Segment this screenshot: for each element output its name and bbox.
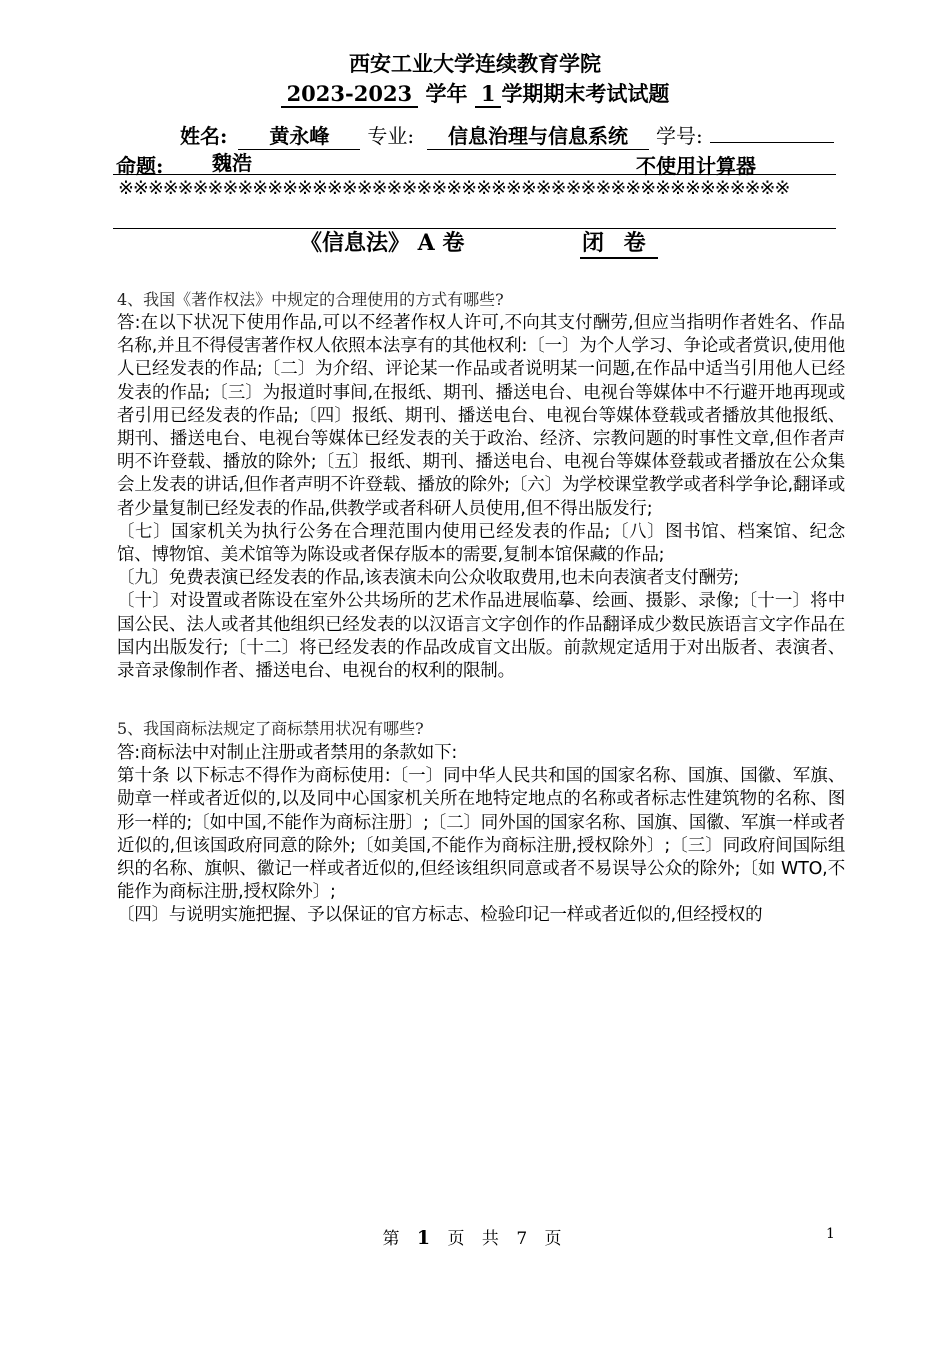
answer-paragraph: 第十条 以下标志不得作为商标使用:〔一〕同中华人民共和国的国家名称、国旗、国徽、军旗、勋章一样或者近似的,以及同中心国家机关所在地特定地点的名称或者标志性建筑物的名称、图形一样的;〔如中国,不能作为商标注册〕;〔二〕同外国的国家名称、国旗、国徽、军旗一样或者近似的,但该国政府同意的除外;〔如美国,不能作为商标注册,授权除外〕;〔三〕同政府间国际组织的名称、旗帜、徽记一样或者近似的,但经该组织同意或者不易误导公众的除外;〔如 WTO,不能作为商标注册,授权除外〕; — [117, 766, 845, 903]
calculator-note: 不使用计算器 — [636, 154, 756, 178]
footer-total: 7 — [516, 1229, 534, 1249]
answer-paragraph: 〔四〕与说明实施把握、予以保证的官方标志、检验印记一样或者近似的,但经授权的 — [117, 905, 763, 926]
answer-paragraph: 〔七〕国家机关为执行公务在合理范围内使用已经发表的作品;〔八〕图书馆、档案馆、纪念馆、博物馆、美术馆等为陈设或者保存版本的需要,复制本馆保藏的作品; — [117, 521, 845, 566]
semester-suffix: 学期期末考试试题 — [501, 81, 670, 106]
exam-type: 闭 卷 — [580, 226, 658, 259]
answer-4 — [117, 312, 845, 683]
question-4: 4、我国《著作权法》中规定的合理使用的方式有哪些? — [117, 290, 504, 309]
answer-paragraph: 〔十〕对设置或者陈设在室外公共场所的艺术作品进展临摹、绘画、摄影、录像;〔十一〕将中国公民、法人或者其他组织已经发表的以汉语言文字创作的作品翻译成少数民族语言文字作品在国内出版发行;〔十二〕将已经发表的作品改成盲文出版。前款规定适用于对出版者、表演者、录音录像制作者、播送电台、电视台的权利的限制。 — [117, 591, 845, 682]
footer-page: 1 — [416, 1227, 437, 1249]
academic-year: 2023-2023 — [281, 81, 419, 108]
question-5: 5、我国商标法规定了商标禁用状况有哪些? — [117, 719, 424, 738]
bottom-divider — [113, 228, 836, 229]
school-title: 西安工业大学连续教育学院 — [349, 51, 601, 76]
setter-label: 命题: — [116, 154, 164, 178]
student-id — [710, 142, 834, 143]
student-major: 信息治理与信息系统 — [427, 120, 649, 150]
answer-paragraph: 答:商标法中对制止注册或者禁用的条款如下: — [117, 743, 458, 763]
page-number: 1 — [826, 1226, 835, 1242]
name-label: 姓名: — [180, 124, 228, 148]
separator-stars: ※※※※※※※※※※※※※※※※※※※※※※※※※※※※※※※※※※※※※※※※※※※※※ — [118, 177, 790, 199]
page-footer — [0, 1224, 950, 1249]
term-title — [0, 78, 950, 108]
semester-number: 1 — [475, 81, 502, 108]
footer-prefix: 第 — [382, 1229, 406, 1249]
year-suffix: 学年 — [425, 81, 468, 106]
exam-subject: 《信息法》 A 卷 — [300, 230, 465, 256]
footer-suffix: 页 — [544, 1229, 568, 1249]
id-label: 学号: — [656, 124, 703, 148]
setter-name: 魏浩 — [212, 151, 252, 175]
footer-middle: 页 共 — [447, 1229, 505, 1249]
answer-paragraph: 答:在以下状况下使用作品,可以不经著作权人许可,不向其支付酬劳,但应当指明作者姓名、作品名称,并且不得侵害著作权人依照本法享有的其他权利:〔一〕为个人学习、争论或者赏识,使用他人已经发表的作品;〔二〕为介绍、评论某一作品或者说明某一问题,在作品中适当引用他人已经发表的作品;〔三〕为报道时事间,在报纸、期刊、播送电台、电视台等媒体中不行避开地再现或者引用已经发表的作品;〔四〕报纸、期刊、播送电台、电视台等媒体登载或者播放其他报纸、期刊、播送电台、电视台等媒体已经发表的关于政治、经济、宗教问题的时事性文章,但作者声明不许登载、播放的除外;〔五〕报纸、期刊、播送电台、电视台等媒体登载或者播放在公众集会上发表的讲话,但作者声明不许登载、播放的除外;〔六〕为学校课堂教学或者科学争论,翻译或者少量复制已经发表的作品,供教学或者科研人员使用,但不得出版发行; — [117, 313, 845, 519]
answer-5 — [117, 742, 845, 928]
student-name: 黄永峰 — [238, 120, 360, 150]
major-label: 专业: — [367, 124, 415, 148]
answer-paragraph: 〔九〕免费表演已经发表的作品,该表演未向公众收取费用,也未向表演者支付酬劳; — [117, 568, 739, 589]
student-info-row — [180, 120, 834, 150]
